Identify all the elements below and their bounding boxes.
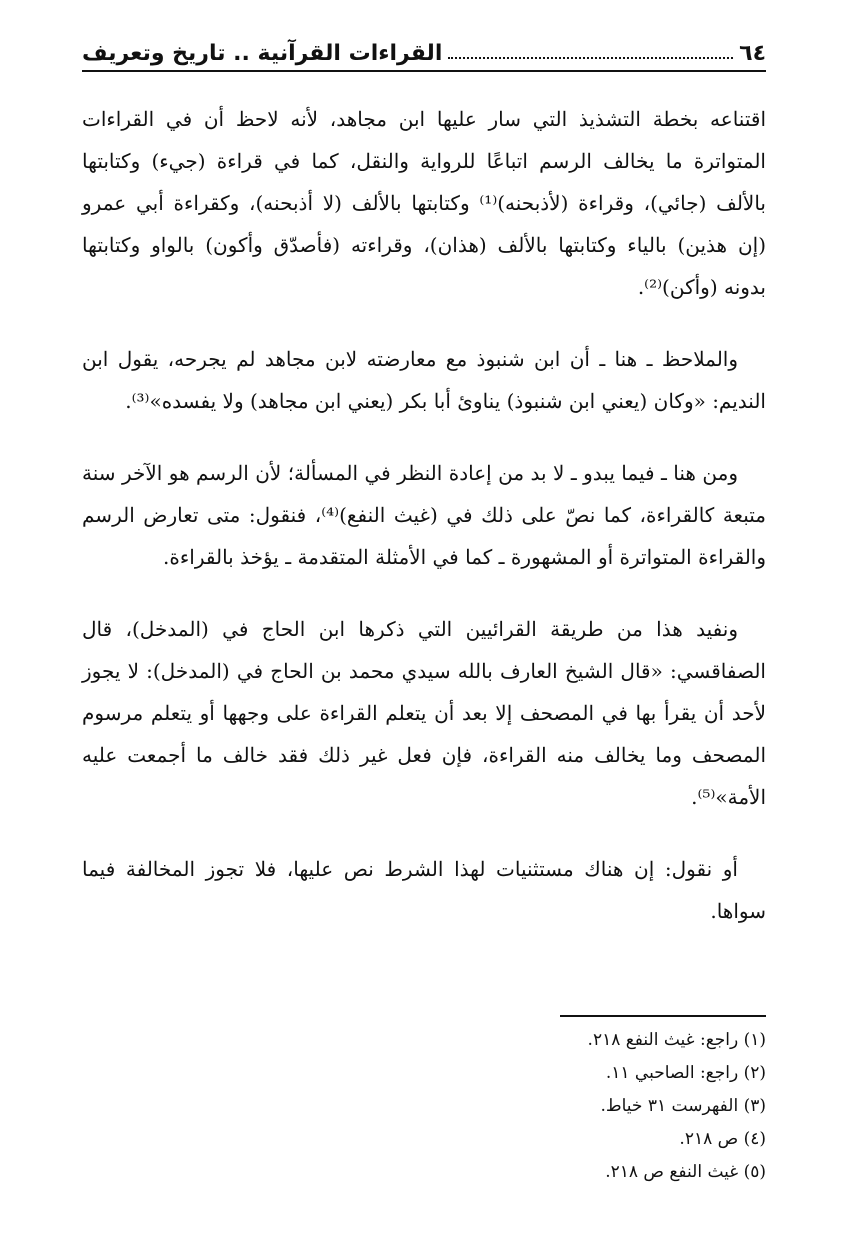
main-text: [82, 98, 766, 932]
page-number: ٦٤: [739, 41, 766, 66]
paragraph: أو نقول: إن هناك مستثنيات لهذا الشرط نص عليها، فلا تجوز المخالفة فيما سواها.: [82, 857, 766, 923]
paragraph: ونفيد هذا من طريقة القرائيين التي ذكرها ابن الحاج في (المدخل)، قال الصفاقسي: «قال الشيخ العارف بالله سيدي محمد بن الحاج في (المدخل): لا يجوز لأحد أن يقرأ بها في المصحف إلا بعد أن يتعلم القراءة على وجهها أو يتعلم مرسوم المصحف وما يخالف منه القراءة، فإن فعل غير ذلك فقد خالف ما أجمعت عليه الأمة»⁽⁵⁾.: [82, 617, 766, 809]
footnote-item: (٢) راجع: الصاحبي ١١.: [605, 1063, 766, 1083]
paragraph: اقتناعه بخطة التشذيذ التي سار عليها ابن مجاهد، لأنه لاحظ أن في القراءات المتواترة ما يخالف الرسم اتباعًا للرواية والنقل، كما في قراءة (جيء) وكتابتها بالألف (جائي)، وقراءة (لأذبحنه)⁽¹⁾ وكتابتها بالألف (لا أذبحنه)، وكقراءة أبي عمرو (إن هذين) بالياء وكتابتها بالألف (هذان)، وقراءته (فأصدّق وأكون) بالواو وكتابتها بدونه (وأكن)⁽²⁾.: [82, 107, 767, 299]
footnote-separator: [560, 1015, 766, 1017]
footnote-item: (٤) ص ٢١٨.: [679, 1129, 766, 1149]
footnote-item: (٣) الفهرست ٣١ خياط.: [600, 1096, 766, 1116]
paragraph: ومن هنا ـ فيما يبدو ـ لا بد من إعادة النظر في المسألة؛ لأن الرسم هو الآخر سنة متبعة كالقراءة، كما نصّ على ذلك في (غيث النفع)⁽⁴⁾، فنقول: متى تعارض الرسم والقراءة المتواترة أو المشهورة ـ كما في الأمثلة المتقدمة ـ يؤخذ بالقراءة.: [82, 461, 766, 569]
footnotes: [82, 1024, 766, 1189]
header-dot-leader: [448, 56, 733, 59]
running-title: القراءات القرآنية .. تاريخ وتعريف: [82, 41, 443, 66]
paragraph: والملاحظ ـ هنا ـ أن ابن شنبوذ مع معارضته لابن مجاهد لم يجرحه، يقول ابن النديم: «وكان (يعني ابن شنبوذ) يناوئ أبا بكر (يعني ابن مجاهد) ولا يفسده»⁽³⁾.: [82, 347, 766, 413]
footnote-item: (٥) غيث النفع ص ٢١٨.: [605, 1162, 766, 1182]
footnote-item: (١) راجع: غيث النفع ٢١٨.: [587, 1030, 766, 1050]
running-header: [82, 32, 766, 72]
